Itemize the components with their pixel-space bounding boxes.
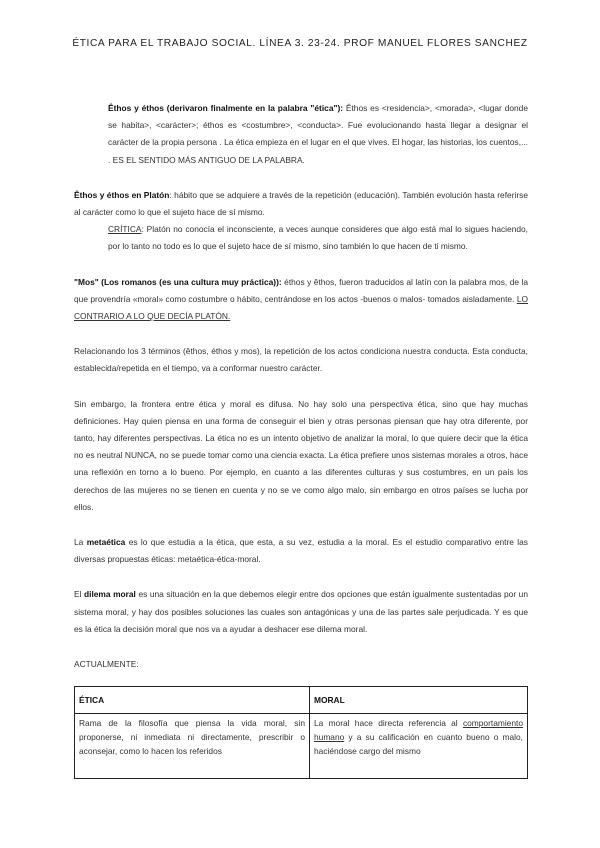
paragraph-dilema-pre: El [74, 589, 84, 600]
paragraph-dilema [74, 586, 528, 638]
term-metaetica: metaética [86, 537, 126, 548]
paragraph-metaetica [74, 534, 528, 568]
table-header-moral: MORAL [310, 687, 528, 714]
paragraph-frontera: Sin embargo, la frontera entre ética y moral es difusa. No hay solo una perspectiva ética, sino que hay muchas definiciones. Hay quien piensa en una forma de conseguir el bien y otras personas piensan que hay otra diferente, por tanto, hay diferentes perspectivas. La ética no es un intento objetivo de analizar la moral, lo que quiere decir que la ética no es neutral NUNCA, no se puede tomar como una ciencia exacta. La ética prefiere unos sistemas morales a otros, hace una reflexión en torno a lo bueno. Por ejemplo, en cuanto a las diferentes culturas y sus costumbres, en un país los derechos de las mujeres no se tienen en cuenta y no se ve como algo malo, sin embargo en otros países se lucha por ellos. [74, 398, 528, 512]
paragraph-relacion: Relacionando los 3 términos (êthos, éthos y mos), la repetición de los actos condiciona nuestra conducta. Esta conducta, establecida/repetida en el tiempo, va a conformar nuestro carácter. [74, 346, 528, 374]
term-dilema-moral: dilema moral [84, 589, 136, 600]
etica-moral-table [74, 686, 528, 779]
term-critica: CRÍTICA [108, 224, 142, 235]
paragraph-ethos [74, 100, 528, 169]
paragraph-dilema-text: es una situación en la que debemos elegir entre dos opciones que están igualmente sustentadas por un sistema moral, y hay dos posibles soluciones las cuales son antagónicas y una de las partes sale perjudicada. Y es que es la ética la decisión moral que nos va a ayudar a deshacer ese dilema moral. [74, 589, 528, 634]
term-mos: "Mos" (Los romanos (es una cultura muy práctica)): [74, 276, 282, 287]
paragraph-mos-text: éthos y êthos, fueron traducidos al latín con la palabra mos, de la que provendría «moral» como costumbre o hábito, centrándose en los actos -buenos o malos- tomados aisladamente. [74, 276, 529, 304]
paragraph-mos [74, 274, 528, 326]
term-platon: Êthos y éthos en Platón [74, 189, 170, 200]
table-header-row [75, 687, 528, 714]
table-cell-etica: Rama de la filosofía que piensa la vida moral, sin proponerse, ni inmediata ni directamente, prescribir o aconsejar, como lo hacen los referidos [75, 714, 310, 779]
label-actualmente: ACTUALMENTE: [74, 659, 139, 670]
table-row [75, 714, 528, 779]
paragraph-critica [74, 221, 528, 255]
table-header-etica: ÉTICA [75, 687, 310, 714]
page-header: ÉTICA PARA EL TRABAJO SOCIAL. LÍNEA 3. 23-24. PROF MANUEL FLORES SANCHEZ [72, 38, 528, 49]
moral-cell-post: y a su calificación en cuanto bueno o malo, haciéndose cargo del mismo [314, 732, 523, 756]
moral-cell-underlined: comportamiento humano [314, 718, 523, 742]
contrary-platon-note: LO CONTRARIO A LO QUE DECÍA PLATÓN. [74, 293, 528, 322]
paragraph-platon-text: : hábito que se adquiere a través de la repetición (educación). También evolución hasta referirse al carácter como lo que el sujeto hace de sí mismo. [74, 189, 528, 218]
paragraph-critica-text: : Platón no conocía el inconsciente, a veces aunque consideres que algo está mal lo sigues haciendo, por lo tanto no todo es lo que el sujeto hace de sí mismo, sino también lo que hacen de ti mismo. [108, 224, 528, 252]
paragraph-ethos-text: Êthos es <residencia>, <morada>, <lugar donde se habita>, <carácter>; éthos es <costumbre>, <conducta>. Fue evolucionando hasta llegar a designar el carácter de la propia persona . La ética empieza en el lugar en el que vives. El hogar, las historias, los cuentos,... . ES EL SENTIDO MÁS ANTIGUO DE LA PALABRA. [108, 103, 528, 165]
term-ethos: Êthos y éthos (derivaron finalmente en la palabra "ética"): [108, 103, 344, 113]
document-body [74, 100, 528, 673]
paragraph-metaetica-pre: La [74, 537, 87, 548]
table-cell-moral [310, 714, 528, 779]
moral-cell-pre: La moral hace directa referencia al [314, 718, 463, 728]
paragraph-platon [74, 187, 528, 221]
paragraph-metaetica-text: es lo que estudia a la ética, que esta, a su vez, estudia a la moral. Es el estudio comparativo entre las diversas propuestas éticas: metaética-ética-moral. [74, 537, 528, 565]
